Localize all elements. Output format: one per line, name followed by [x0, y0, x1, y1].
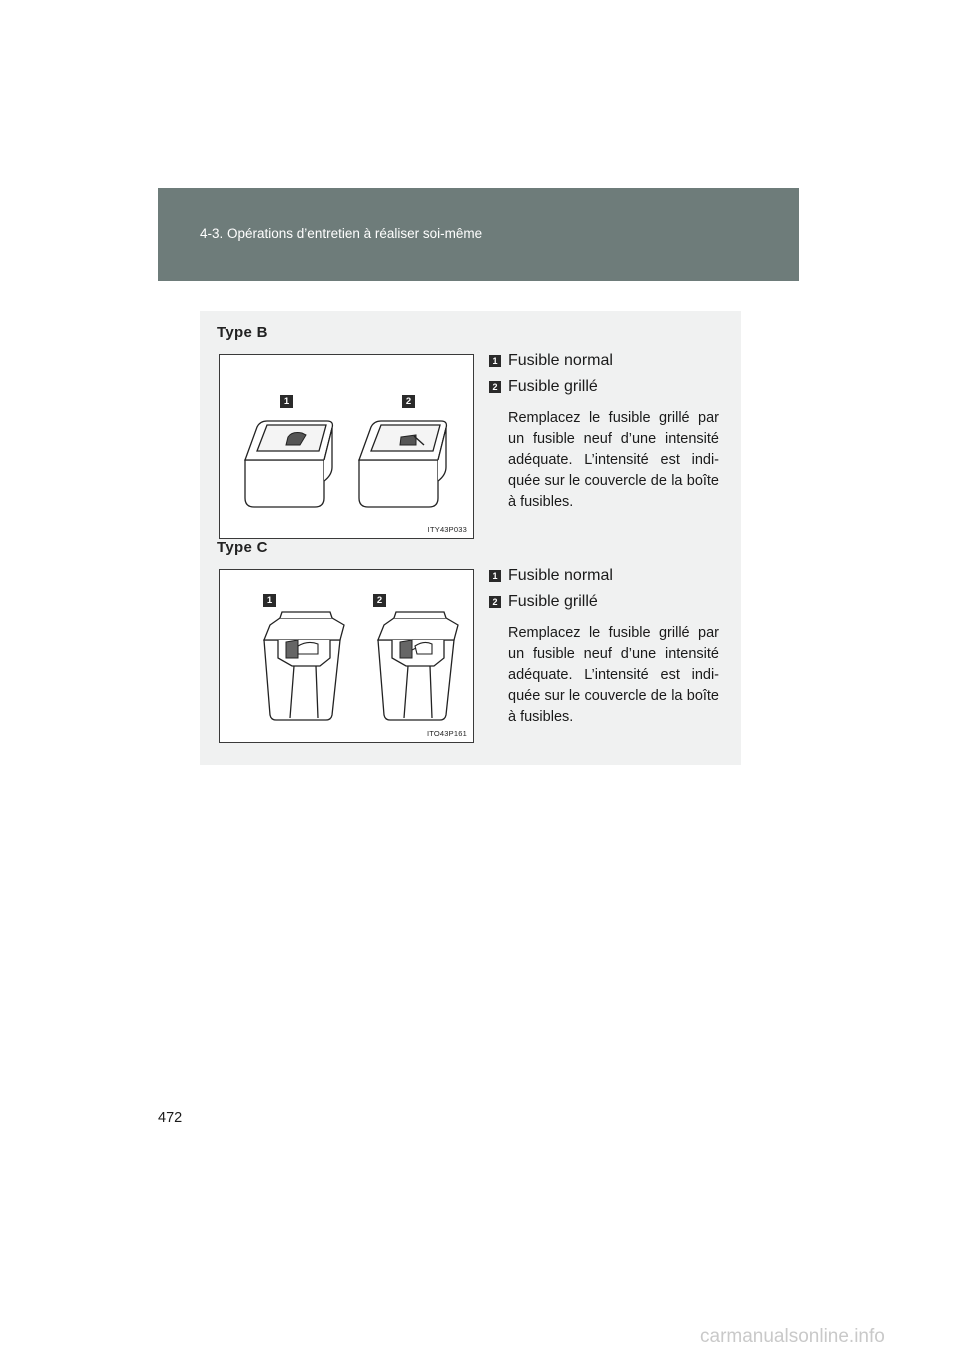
legend-item-blown	[489, 374, 719, 400]
page-number: 472	[158, 1110, 183, 1126]
legend-item-normal	[489, 348, 719, 374]
type-b-legend	[489, 348, 719, 513]
figure-code: ITY43P033	[427, 525, 467, 534]
legend-item-normal	[489, 563, 719, 589]
type-c-heading: Type C	[217, 539, 268, 556]
replacement-instructions: Remplacez le fusible grillé par un fusible neuf d’une intensité adéquate. L’intensité est indi-quée sur le couvercle de la boîte à fusibles.	[508, 410, 719, 510]
figure-callout-2: 2	[402, 395, 415, 408]
legend-label: Fusible normal	[508, 352, 613, 369]
figure-callout-2: 2	[373, 594, 386, 607]
figure-callout-1: 1	[280, 395, 293, 408]
item-number-badge: 1	[489, 355, 501, 367]
type-c-legend	[489, 563, 719, 728]
replacement-instructions: Remplacez le fusible grillé par un fusible neuf d’une intensité adéquate. L’intensité est indi-quée sur le couvercle de la boîte à fusibles.	[508, 625, 719, 725]
type-c-figure	[219, 569, 474, 743]
item-number-badge: 2	[489, 381, 501, 393]
figure-callout-1: 1	[263, 594, 276, 607]
legend-item-blown	[489, 589, 719, 615]
fuse-type-b-illustration	[220, 355, 475, 540]
legend-label: Fusible grillé	[508, 593, 598, 610]
section-header	[158, 188, 799, 281]
item-number-badge: 2	[489, 596, 501, 608]
watermark: carmanualsonline.info	[700, 1326, 885, 1347]
section-title: 4-3. Opérations d’entretien à réaliser soi-même	[200, 226, 483, 241]
type-b-figure	[219, 354, 474, 539]
item-number-badge: 1	[489, 570, 501, 582]
figure-code: ITO43P161	[426, 729, 467, 738]
type-b-heading: Type B	[217, 324, 268, 341]
legend-label: Fusible normal	[508, 567, 613, 584]
fuse-type-c-illustration	[220, 570, 475, 744]
content-panel	[200, 311, 741, 765]
legend-label: Fusible grillé	[508, 378, 598, 395]
